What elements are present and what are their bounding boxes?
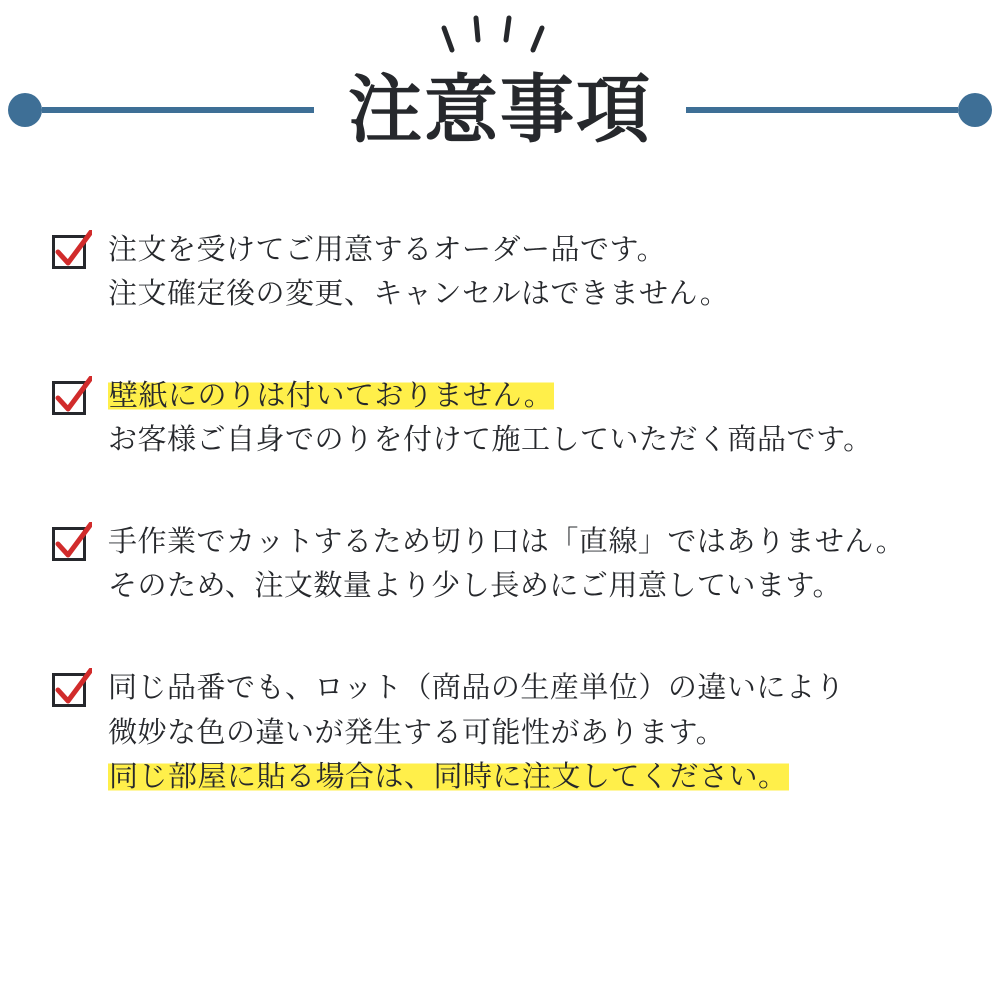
- list-item-line: そのため、注文数量より少し長めにご用意しています。: [108, 570, 843, 603]
- highlighted-text: 同じ部屋に貼る場合は、同時に注文してください。: [109, 760, 788, 793]
- title-row: [0, 62, 1000, 158]
- header-dot-left: [8, 93, 42, 127]
- list-item-line: お客様ご自身でのりを付けて施工していただく商品です。: [108, 424, 873, 457]
- list-item-line: 手作業でカットするため切り口は「直線」ではありません。: [108, 526, 906, 559]
- checkbox-checked-icon: [50, 522, 92, 564]
- highlighted-text: 壁紙にのりは付いておりません。: [109, 380, 554, 413]
- header-dot-right: [958, 93, 992, 127]
- checkbox-checked-icon: [50, 376, 92, 418]
- list-item: [50, 520, 950, 608]
- list-item-text: [108, 520, 950, 608]
- header-rule-left: [42, 107, 314, 113]
- list-item-line: 同じ品番でも、ロット（商品の生産単位）の違いにより: [108, 672, 845, 705]
- list-item-line: 注文確定後の変更、キャンセルはできません。: [108, 278, 730, 311]
- list-item: [50, 228, 950, 316]
- list-item: [50, 666, 950, 798]
- list-item-line: 注文を受けてご用意するオーダー品です。: [108, 234, 667, 266]
- page-title: 注意事項: [348, 68, 652, 151]
- checkbox-checked-icon: [50, 230, 92, 272]
- list-item-line: [108, 374, 950, 418]
- page-header: [0, 0, 1000, 175]
- list-item-text: [108, 228, 950, 316]
- checkbox-checked-icon: [50, 668, 92, 710]
- list-item: [50, 374, 950, 462]
- header-rule-right: [686, 107, 958, 113]
- list-item-text: [108, 374, 950, 462]
- list-item-line: [108, 755, 950, 799]
- list-item-text: [108, 666, 950, 798]
- notice-list: [0, 228, 1000, 799]
- list-item-line: 微妙な色の違いが発生する可能性があります。: [108, 716, 726, 749]
